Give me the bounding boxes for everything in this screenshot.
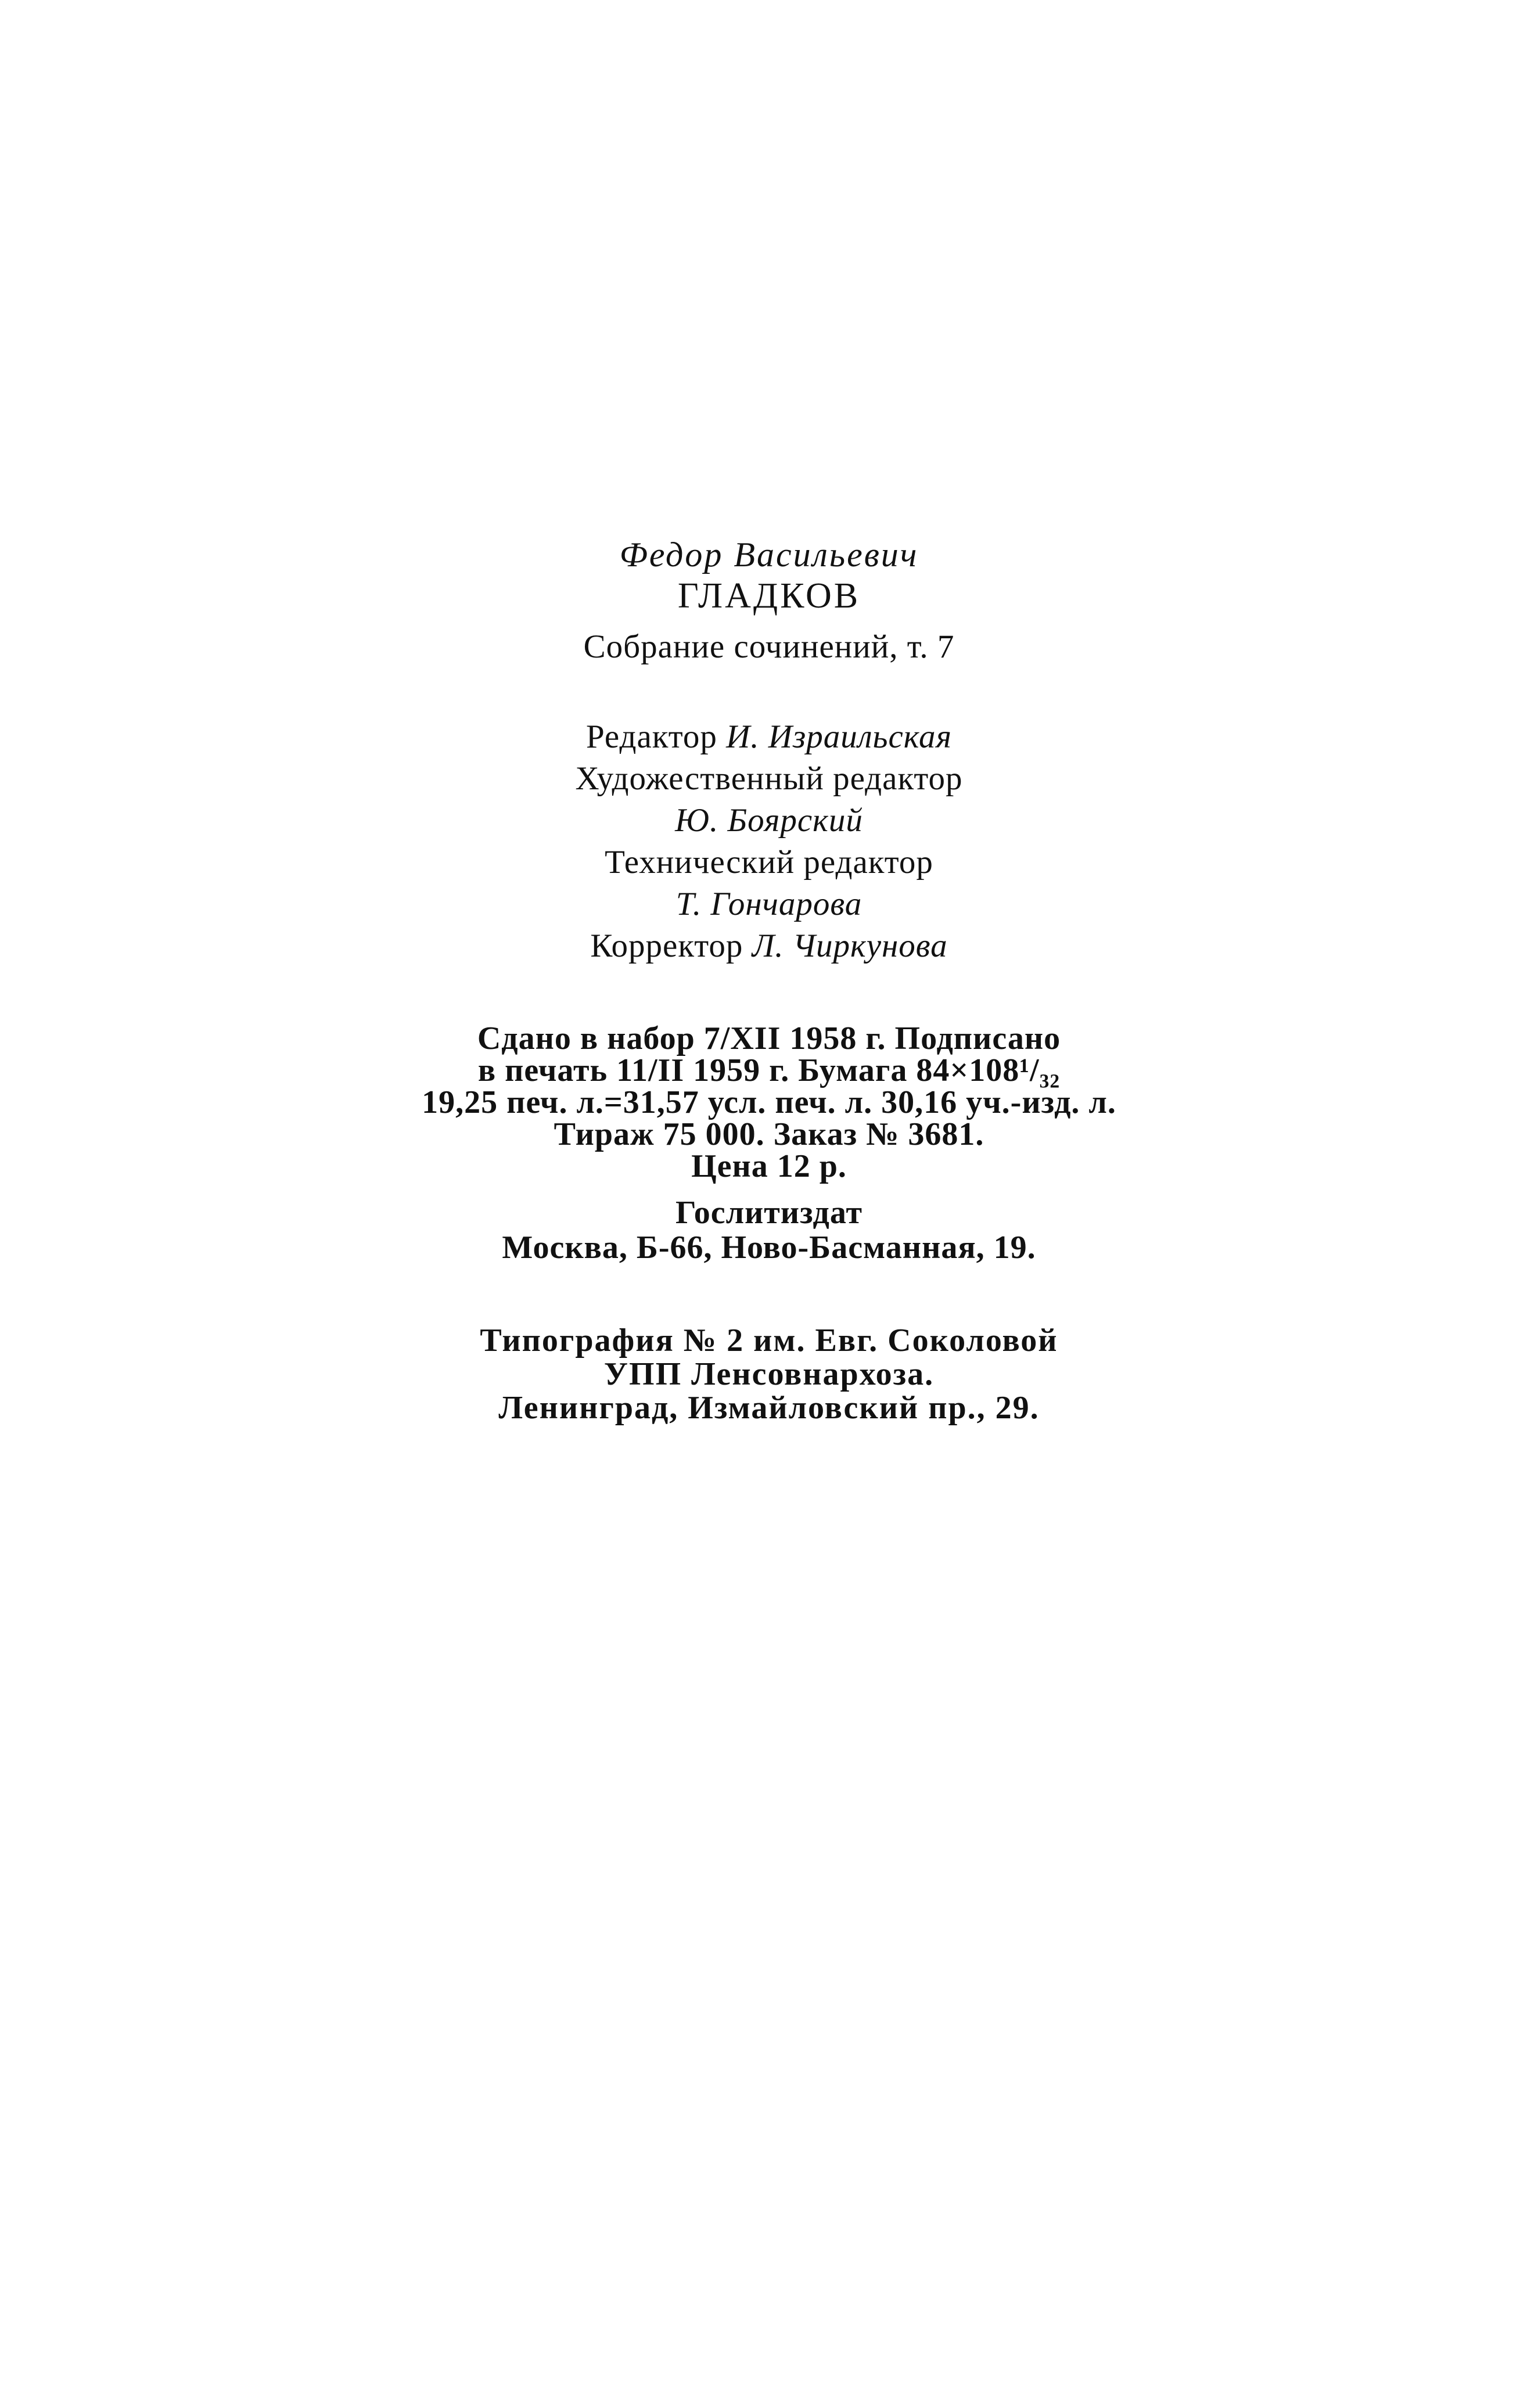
credit-name: Ю. Боярский xyxy=(675,802,863,839)
credit-role: Редактор xyxy=(585,718,727,755)
imprint-line: Сдано в набор 7/XII 1958 г. Подписано xyxy=(477,1020,1061,1056)
credit-tech-editor-role xyxy=(0,846,1538,879)
author-surname: ГЛАДКОВ xyxy=(677,576,861,616)
credit-role: Художественный редактор xyxy=(575,760,963,797)
credit-name: Т. Гончарова xyxy=(675,886,863,922)
credit-art-editor-role xyxy=(0,762,1538,795)
credit-editor xyxy=(0,720,1538,753)
credit-role: Корректор xyxy=(590,928,752,964)
credit-art-editor-name xyxy=(0,804,1538,837)
imprint-line: Тираж 75 000. Заказ № 3681. xyxy=(554,1116,984,1152)
printer-line: УПП Ленсовнархоза. xyxy=(603,1356,935,1392)
imprint-line: Цена 12 р. xyxy=(691,1148,847,1184)
credit-name: И. Израильская xyxy=(726,718,953,755)
credit-name: Л. Чиркунова xyxy=(752,928,948,964)
work-title: Собрание сочинений, т. 7 xyxy=(583,628,955,665)
imprint-line: в печать 11/II 1959 г. Бумага 84×108¹/₃₂ xyxy=(477,1052,1061,1088)
credit-role: Технический редактор xyxy=(605,844,933,880)
publisher-address: Москва, Б-66, Ново-Басманная, 19. xyxy=(502,1230,1036,1266)
author-first-names: Федор Васильевич xyxy=(619,535,919,574)
credit-tech-editor-name xyxy=(0,887,1538,921)
printer-line: Ленинград, Измайловский пр., 29. xyxy=(498,1390,1040,1426)
printer-line: Типография № 2 им. Евг. Соколовой xyxy=(480,1322,1058,1358)
credit-proofreader xyxy=(0,929,1538,962)
imprint-line: 19,25 печ. л.=31,57 усл. печ. л. 30,16 уч.-изд. л. xyxy=(422,1084,1116,1120)
publisher-name: Гослитиздат xyxy=(675,1195,863,1231)
